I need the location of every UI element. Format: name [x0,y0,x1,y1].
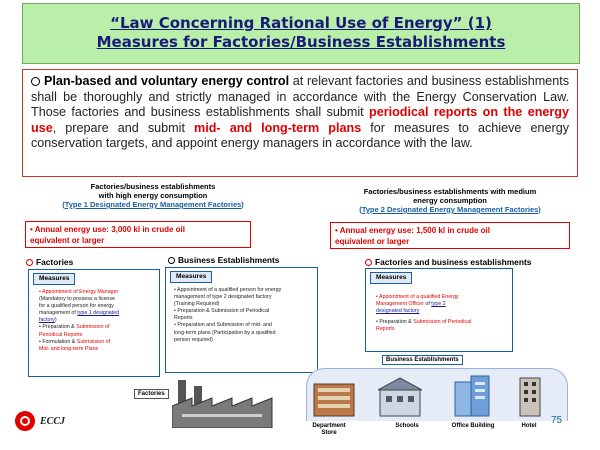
eccj-logo-icon [13,409,37,433]
caption-schools: Schools [395,423,419,429]
right-header-line-1: Factories/business establishments with medium [363,187,537,196]
type1-factory-link[interactable]: type 1 designated [77,310,120,317]
ring-icon [365,259,372,266]
intro-text-1: at relevant factories and business establishments shall be thoroughly and strictly managed in accordance with the Energy Conservation Law. Those factories and business establishments shall submit [31,74,569,120]
right-type-label: (Type 2 Designated Energy Management Factories) [359,205,541,214]
department-store-icon [312,378,356,418]
right-group-header [330,187,570,214]
left-type-label: (Type 1 Designated Energy Management Factories) [62,200,244,209]
intro-text-2: , prepare and submit [52,120,195,135]
right-header-line-2: energy consumption [413,196,487,205]
intro-text-3: for measures to achieve energy conservation targets, and appoint energy managers in accordance with the law. [31,120,569,151]
caption-hotel: Hotel [521,423,537,429]
intro-paragraph [31,74,569,152]
factories-illustration-label: Factories [134,389,169,399]
right-section-label: Factories and business establishments [365,257,531,267]
office-building-icon [453,374,493,418]
right-measures-box [365,268,513,352]
caption-office-building: Office Building [451,423,495,429]
intro-box [22,69,578,177]
factories-section-label: Factories [26,257,73,267]
type2-link: Type 2 Designated Energy Management Factories [361,205,539,214]
hotel-icon [516,376,544,418]
measures-tag: Measures [170,271,212,283]
business-measures-list: • Appointment of a qualified person for energy management of type 2 designated factory (Training Required) • Preparation & Submission of Periodical Reports • Preparation and Submission of mid- and long-term plans (Participation by a qualified person required) [174,287,282,343]
type2-factory-link[interactable]: designated factory [376,308,420,315]
caption-department-store: Department Store [312,423,346,436]
left-header-line-1: Factories/business establishments [90,182,216,191]
schools-icon [378,376,422,418]
measures-tag: Measures [370,272,412,284]
eccj-logo-text: ECCJ [40,416,66,427]
ring-icon [168,257,175,264]
business-measures-box [165,267,318,373]
right-energy-use-box: • Annual energy use: 1,500 kl in crude oil equivalent or larger [330,222,570,249]
measures-tag: Measures [33,273,75,285]
factories-measures-list: • Appointment of Energy Manager (Mandatory to possess a license for a qualified person for energy management of type 1 designated factory) • Preparation & Submission of Periodical Reports • Formulation & Submission of Mid- and long-term Plans [39,289,120,352]
factories-measures-box [28,269,160,377]
factory-illustration-icon [172,376,292,428]
intro-highlight-plans: mid- and long-term plans [194,120,362,135]
left-energy-use-box: • Annual energy use: 3,000 kl in crude oil equivalent or larger [25,221,251,248]
page-number: 75 [551,415,563,426]
business-establishments-label: Business Establishments [382,355,463,365]
left-header-line-2: with high energy consumption [98,191,208,200]
title-line-1: “Law Concerning Rational Use of Energy” (1) [110,14,492,32]
right-measures-list: • Appointment of a qualified Energy Management Officer of type 2 designated factory • Preparation & Submission of Periodical Reports [376,294,472,333]
business-section-label: Business Establishments [168,255,279,265]
intro-highlight-periodical: periodical reports on the energy use [31,105,569,135]
bullet-circle-icon [31,77,40,86]
intro-lead: Plan-based and voluntary energy control [44,74,290,88]
type1-link: Type 1 Designated Energy Management Factories [64,200,242,209]
ring-icon [26,259,33,266]
left-group-header [48,182,258,209]
title-line-2: Measures for Factories/Business Establishments [96,33,506,51]
title-banner [22,3,580,64]
